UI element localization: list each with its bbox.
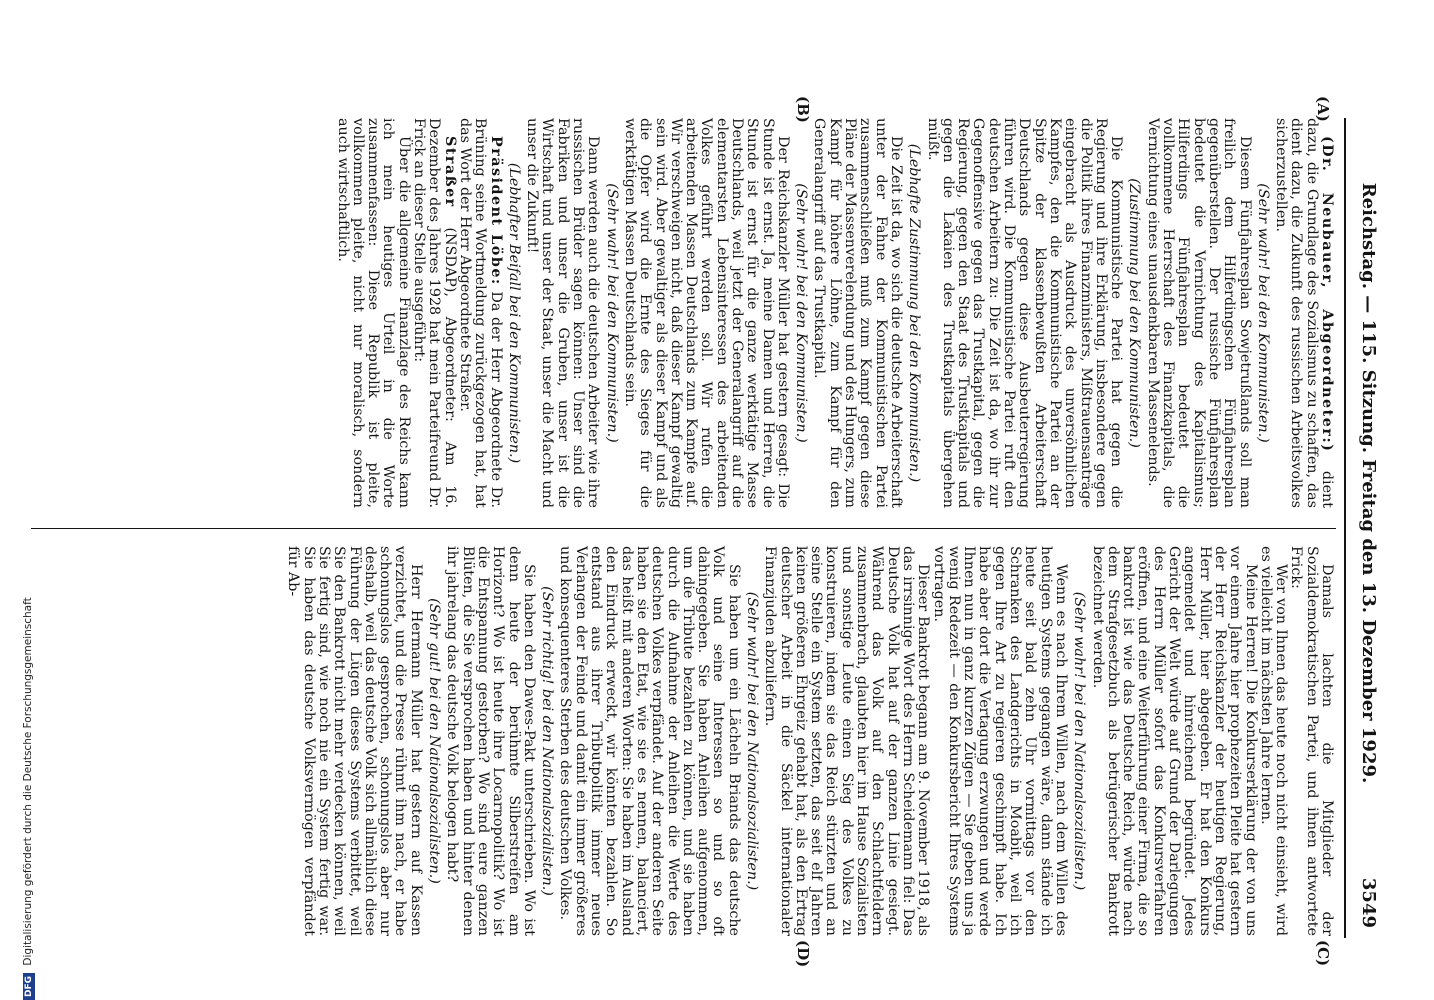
paragraph-text: (NSDAP), Abgeordneter: Am 16. Dezember des Jahres 1928 hat mein Parteifreund Dr. Frick an dieser Stelle ausgeführt: (411, 118, 458, 509)
interjection: (Sehr wahr! bei den Kommunisten.) (1254, 183, 1271, 443)
paragraph (622, 118, 790, 508)
paragraph (411, 118, 457, 508)
paragraph (924, 118, 1123, 508)
paragraph-text: Die Zeit ist da, wo sich die deutsche Arbeiterschaft unter der Fahne der Kommunistischen Partei zusammenschließen muß zum Kampf gegen diese Pläne der Massenverelendung und des Hungers, zum Kampf für höhere Löhne, zum Kampf für den Generalangriff auf das Trustkapital. (811, 118, 904, 508)
paragraph-text: Der Reichskanzler Müller hat gestern gesagt: Die Stunde ist ernst. Ja, meine Damen und Herren, die Stunde ist ernst für die ganze werktätige Masse Deutschlands, weil jetzt der Generalangriff auf die elementarsten Lebensinteressen des arbeitenden Volkes geführt werden soll. Wir rufen die arbeitenden Massen Deutschlands zum Kampfe auf. Wir verschweigen nicht, daß dieser Kampf gewaltig sein wird. Aber gewaltiger als dieser Kampf und als die Opfer wird die Ernte des Sieges für die werktätigen Massen Deutschlands sein. (621, 118, 791, 508)
interjection: (Lebhafte Zustimmung bei den Kommunisten.) (906, 143, 923, 483)
speaker-name: Präsident Löbe: (487, 136, 504, 286)
paragraph-text: Die Kommunistische Partei hat gegen die Regierung und ihre Erklärung, insbesondere gegen die Politik ihres Finanzministers, Mißtrauensanträge eingebracht als Ausdruck des unversöhnlichen Kampfes, den die Kommunistische Partei an der Spitze der klassenbewußten Arbeiterschaft Deutschlands gegen diese Ausbeuterregierung führen wird. Die Kommunistische Partei ruft den deutschen Arbeitern zu: Die Zeit ist da, wo ihr zur Gegenoffensive gegen das Trustkapital, gegen die Regierung, gegen den Staat des Trustkapitals und gegen die Lakaien des Trustkapitals übergehen müßt. (924, 118, 1125, 508)
dfg-logo: DFG (23, 973, 35, 1000)
interjection: (Lebhafter Beifall bei den Kommunisten.) (505, 162, 522, 464)
paragraph-text: Da der Herr Abgeordnete Dr. Brüning seine Wortmeldung zurückgezogen hat, hat das Wort der Herr Abgeordnete Straßer. (456, 118, 504, 508)
margin-mark-a: (A) (1314, 96, 1332, 122)
paragraph-text: Herr Hermann Müller hat gestern auf Kassen verzichtet, und die Presse rühmt ihm nach, er habe schonungslos gesprochen, schonungslos aber nur deshalb, weil das deutsche Volk sich allmählich diese Führung der Lügen dieses Systems verbittet, weil Sie den Bankrott nicht mehr verdecken können, weil Sie fertig sind, wie noch nie ein System fertig war. Sie haben das deutsche Volksvermögen verpfändet für Ab- (285, 546, 424, 936)
interjection: (Sehr richtig! bei den Nationalsozialisten.) (539, 586, 556, 896)
paragraph-text: Wenn es nach Ihrem Willen, nach dem Willen des heutigen Systems gegangen wäre, dann stände ich heute seit bald zehn Uhr vormittags vor den Schranken des Landgerichts in Moabit, weil ich gegen Ihre Art zu regieren geschimpft habe. Ich habe aber dort die Vertagung erzwungen und werde Ihnen nun in ganz kurzen Zügen — Sie geben uns ja wenig Redezeit — den Konkursbericht Ihres Systems vortragen. (930, 546, 1069, 936)
margin-mark-b: (B) (794, 96, 812, 123)
paragraph-text: Sie haben um ein Lächeln Briands das deutsche Volk und seine Interessen so und so oft dahingegeben. Sie haben Anleihen aufgenommen, um die Tribute bezahlen zu können, und sie haben durch die Aufnahme der Anleihen die Werte des deutschen Volkes verpfändet. Auf der anderen Seite haben sie den Etat, wie sie es nennen, balanciert, das heißt mit anderen Worten: Sie haben im Ausland den Eindruck erweckt, wir könnten bezahlen. So entstand aus ihrer Tributpolitik immer neues Verlangen der Feinde und damit ein immer größeres und konsequenteres Sterben des deutschen Volkes. (557, 546, 742, 936)
paragraph (930, 546, 1068, 936)
paragraph (557, 546, 741, 936)
page-header (1351, 128, 1379, 928)
interjection: (Zustimmung bei den Kommunisten.) (1126, 178, 1143, 448)
paragraph (1273, 118, 1334, 508)
paragraph-text: Sie haben den Dawes-Pakt unterschrieben. Wo ist denn heute der berühmte Silberstreifen am Horizont? Wo ist heute ihre Locarnopolitik? Wo ist die Entspannung gestorben? Wo sind eure ganzen Blüten, die Sie versprochen haben und hinter denen ihr jahrelang das deutsche Volk belogen habt? (444, 546, 537, 936)
speaker-name: (Dr. Neubauer, Abgeordneter:) (1319, 136, 1335, 453)
paragraph (444, 546, 536, 936)
interjection: (Sehr gut! bei den Nationalsozialisten.) (426, 598, 443, 884)
interjection: (Sehr wahr! bei den Kommunisten.) (603, 183, 620, 443)
paragraph-text: dient dazu, die Grundlage des Sozialismus zu schaffen, das dient dazu, die Zukunft des russischen Arbeitsvolkes sicherzustellen. (1273, 118, 1335, 509)
paragraph (762, 546, 930, 936)
paragraph (334, 118, 410, 508)
paragraph-text: Meine Herren! Die Konkurserklärung der von uns vor einem Jahre hier prophezeiten Pleite hat gestern der Herr Reichskanzler der heutigen Regierung, Herr Müller, hier abgegeben. Er hat den Konkurs angemeldet und hinreichend begründet. Jedes Gericht der Welt würde auf Grund der Darlegungen des Herrn Müller sofort das Konkursverfahren eröffnen, und eine Weiterführung einer Firma, die so bankrott ist wie das Deutsche Reich, würde nach dem Strafgesetzbuch als betrügerischer Bankrott bezeichnet werden. (1089, 546, 1259, 936)
paragraph (1089, 546, 1257, 936)
paragraph (285, 546, 423, 936)
paragraph (1258, 546, 1289, 936)
speaker-name: Straßer (441, 136, 458, 208)
paragraph-text: Dann werden auch die deutschen Arbeiter wie ihre russischen Brüder sagen können: Unser sind die Fabriken und unser die Gruben, unser ist die Wirtschaft und unser der Staat, unser die Macht und unser die Zukunft! (524, 118, 602, 508)
footer-text: Digitalisierung gefördert durch die Deutsche Forschungsgemeinschaft (22, 597, 34, 966)
interjection: (Sehr wahr! bei den Nationalsozialisten.) (744, 591, 761, 891)
left-text-column (334, 118, 1334, 508)
paragraph-text: Wer von Ihnen das heute noch nicht einsieht, wird es vielleicht im nächsten Jahre lernen. (1257, 546, 1290, 936)
paragraph (1144, 118, 1251, 508)
paragraph (1288, 546, 1334, 936)
margin-mark-c: (C) (1314, 940, 1332, 967)
header-rule (1344, 118, 1346, 938)
margin-mark-d: (D) (794, 940, 812, 968)
page-number: 3549 (1358, 877, 1379, 928)
interjection: (Sehr wahr! bei den Nationalsozialisten.) (1071, 591, 1088, 891)
right-text-column (285, 546, 1334, 936)
paragraph (457, 118, 503, 508)
paragraph-text: Damals lachten die Mitglieder der Sozialdemokratischen Partei, und ihnen antwortete Frick: (1288, 546, 1335, 936)
column-divider (31, 528, 1336, 529)
paragraph (524, 118, 600, 508)
digitization-footer (22, 0, 35, 1000)
interjection: (Sehr wahr! bei den Kommunisten.) (793, 183, 810, 443)
paragraph-text: Über die allgemeine Finanzlage des Reichs kann ich mein heutiges Urteil in die Worte zusammenfassen: Diese Republik ist pleite, vollkommen pleite, nicht nur moralisch, sondern auch wirtschaftlich. (334, 118, 412, 508)
paragraph (811, 118, 903, 508)
paragraph-text: Dieser Bankrott begann am 9. November 1918, als das irrsinnige Wort des Herrn Scheidemann fiel: Das Deutsche Volk hat auf der ganzen Linie gesiegt. Während das Volk auf den Schlachtfeldern zusammenbrach, glaubten hier im Hause Sozialisten und sonstige Leute einen Sieg des Volkes zu konstruieren, indem sie das Reich stürzten und an seine Stelle ein System setzten, das seit elf Jahren keinen größeren Ehrgeiz gehabt hat, als den Ertrag deutscher Arbeit in die Säckel internationaler Finanzjuden abzuliefern. (762, 546, 932, 936)
running-title: Reichstag. — 115. Sitzung. Freitag den 13. Dezember 1929. (1358, 182, 1379, 784)
paragraph-text: Diesem Fünfjahresplan Sowjetrußlands soll man freilich dem Hilferdingschen Fünfjahresplan gegenüberstellen. Der russische Fünfjahresplan bedeutet die Vernichtung des Kapitalismus; Hilferdings Fünfjahresplan bedeutet die vollkommene Herrschaft des Finanzkapitals, die Vernichtung eines unausdenkbaren Massenelends. (1144, 118, 1253, 508)
